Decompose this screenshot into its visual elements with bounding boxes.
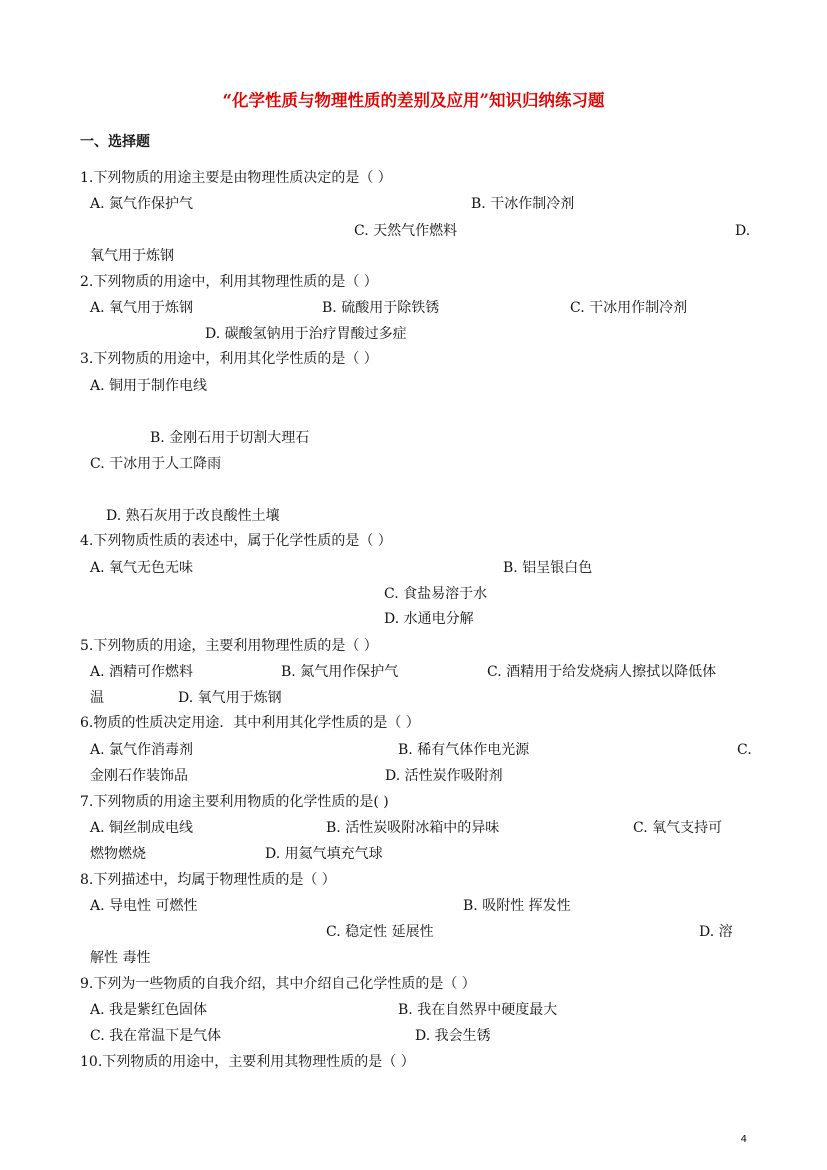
- text-line: 6.物质的性质决定用途．其中利用其化学性质的是（ ）: [80, 715, 420, 731]
- text-line: A. 我是紫红色固体: [90, 1002, 208, 1018]
- text-line: B. 铝呈银白色: [503, 560, 593, 576]
- text-line: 燃物燃烧: [90, 846, 146, 862]
- text-line: C.: [737, 742, 752, 758]
- page-number: 4: [740, 1134, 747, 1145]
- text-line: B. 硫酸用于除铁锈: [322, 300, 440, 316]
- text-line: B. 活性炭吸附冰箱中的异味: [326, 820, 500, 836]
- text-line: B. 氮气用作保护气: [281, 664, 399, 680]
- text-line: 2.下列物质的用途中，利用其物理性质的是（ ）: [80, 274, 378, 290]
- document-title: “化学性质与物理性质的差别及应用”知识归纳练习题: [222, 91, 605, 110]
- text-line: 解性 毒性: [90, 950, 151, 966]
- text-line: A. 氧气用于炼钢: [90, 300, 194, 316]
- text-line: A. 氧气无色无味: [90, 560, 194, 576]
- text-line: B. 我在自然界中硬度最大: [398, 1002, 558, 1018]
- text-line: B. 吸附性 挥发性: [463, 898, 571, 914]
- text-line: 9.下列为一些物质的自我介绍，其中介绍自己化学性质的是（ ）: [80, 976, 476, 992]
- text-line: A. 铜用于制作电线: [90, 378, 208, 394]
- text-line: C. 氧气支持可: [633, 820, 723, 836]
- text-line: D. 碳酸氢钠用于治疗胃酸过多症: [205, 326, 407, 342]
- text-line: C. 天然气作燃料: [354, 223, 458, 239]
- text-line: 氧气用于炼钢: [90, 248, 174, 264]
- text-line: A. 导电性 可燃性: [90, 898, 198, 914]
- text-line: A. 氮气作保护气: [90, 196, 194, 212]
- text-line: B. 干冰作制冷剂: [471, 196, 575, 212]
- text-line: D. 活性炭作吸附剂: [385, 768, 503, 784]
- text-line: C. 我在常温下是气体: [90, 1028, 222, 1044]
- text-line: D. 熟石灰用于改良酸性土壤: [106, 508, 280, 524]
- text-line: 1.下列物质的用途主要是由物理性质决定的是（ ）: [80, 170, 392, 186]
- text-line: 10.下列物质的用途中，主要利用其物理性质的是（ ）: [80, 1054, 415, 1070]
- section-heading: 一、选择题: [80, 134, 150, 150]
- text-line: C. 酒精用于给发烧病人擦拭以降低体: [487, 664, 717, 680]
- text-line: 7.下列物质的用途主要利用物质的化学性质的是( ): [80, 794, 389, 810]
- text-line: 金刚石作装饰品: [90, 768, 188, 784]
- text-line: 5.下列物质的用途，主要利用物理性质的是（ ）: [80, 638, 378, 654]
- text-line: D. 溶: [699, 924, 733, 940]
- text-line: D. 用氦气填充气球: [265, 846, 383, 862]
- text-line: 温: [90, 690, 104, 706]
- text-line: B. 稀有气体作电光源: [398, 742, 530, 758]
- text-line: 8.下列描述中，均属于物理性质的是（ ）: [80, 872, 336, 888]
- text-line: A. 氯气作消毒剂: [90, 742, 194, 758]
- text-line: C. 干冰用于人工降雨: [90, 456, 222, 472]
- text-line: C. 食盐易溶于水: [384, 586, 488, 602]
- text-line: C. 干冰用作制冷剂: [570, 300, 688, 316]
- text-line: A. 酒精可作燃料: [90, 664, 194, 680]
- text-line: D. 水通电分解: [384, 611, 474, 627]
- text-line: 3.下列物质的用途中，利用其化学性质的是（ ）: [80, 351, 378, 367]
- text-line: D.: [735, 223, 751, 239]
- text-line: B. 金刚石用于切割大理石: [150, 430, 310, 446]
- text-line: A. 铜丝制成电线: [90, 820, 194, 836]
- text-line: D. 氧气用于炼钢: [178, 690, 282, 706]
- text-line: C. 稳定性 延展性: [326, 924, 434, 940]
- text-line: D. 我会生锈: [415, 1028, 491, 1044]
- text-line: 4.下列物质性质的表述中，属于化学性质的是（ ）: [80, 533, 392, 549]
